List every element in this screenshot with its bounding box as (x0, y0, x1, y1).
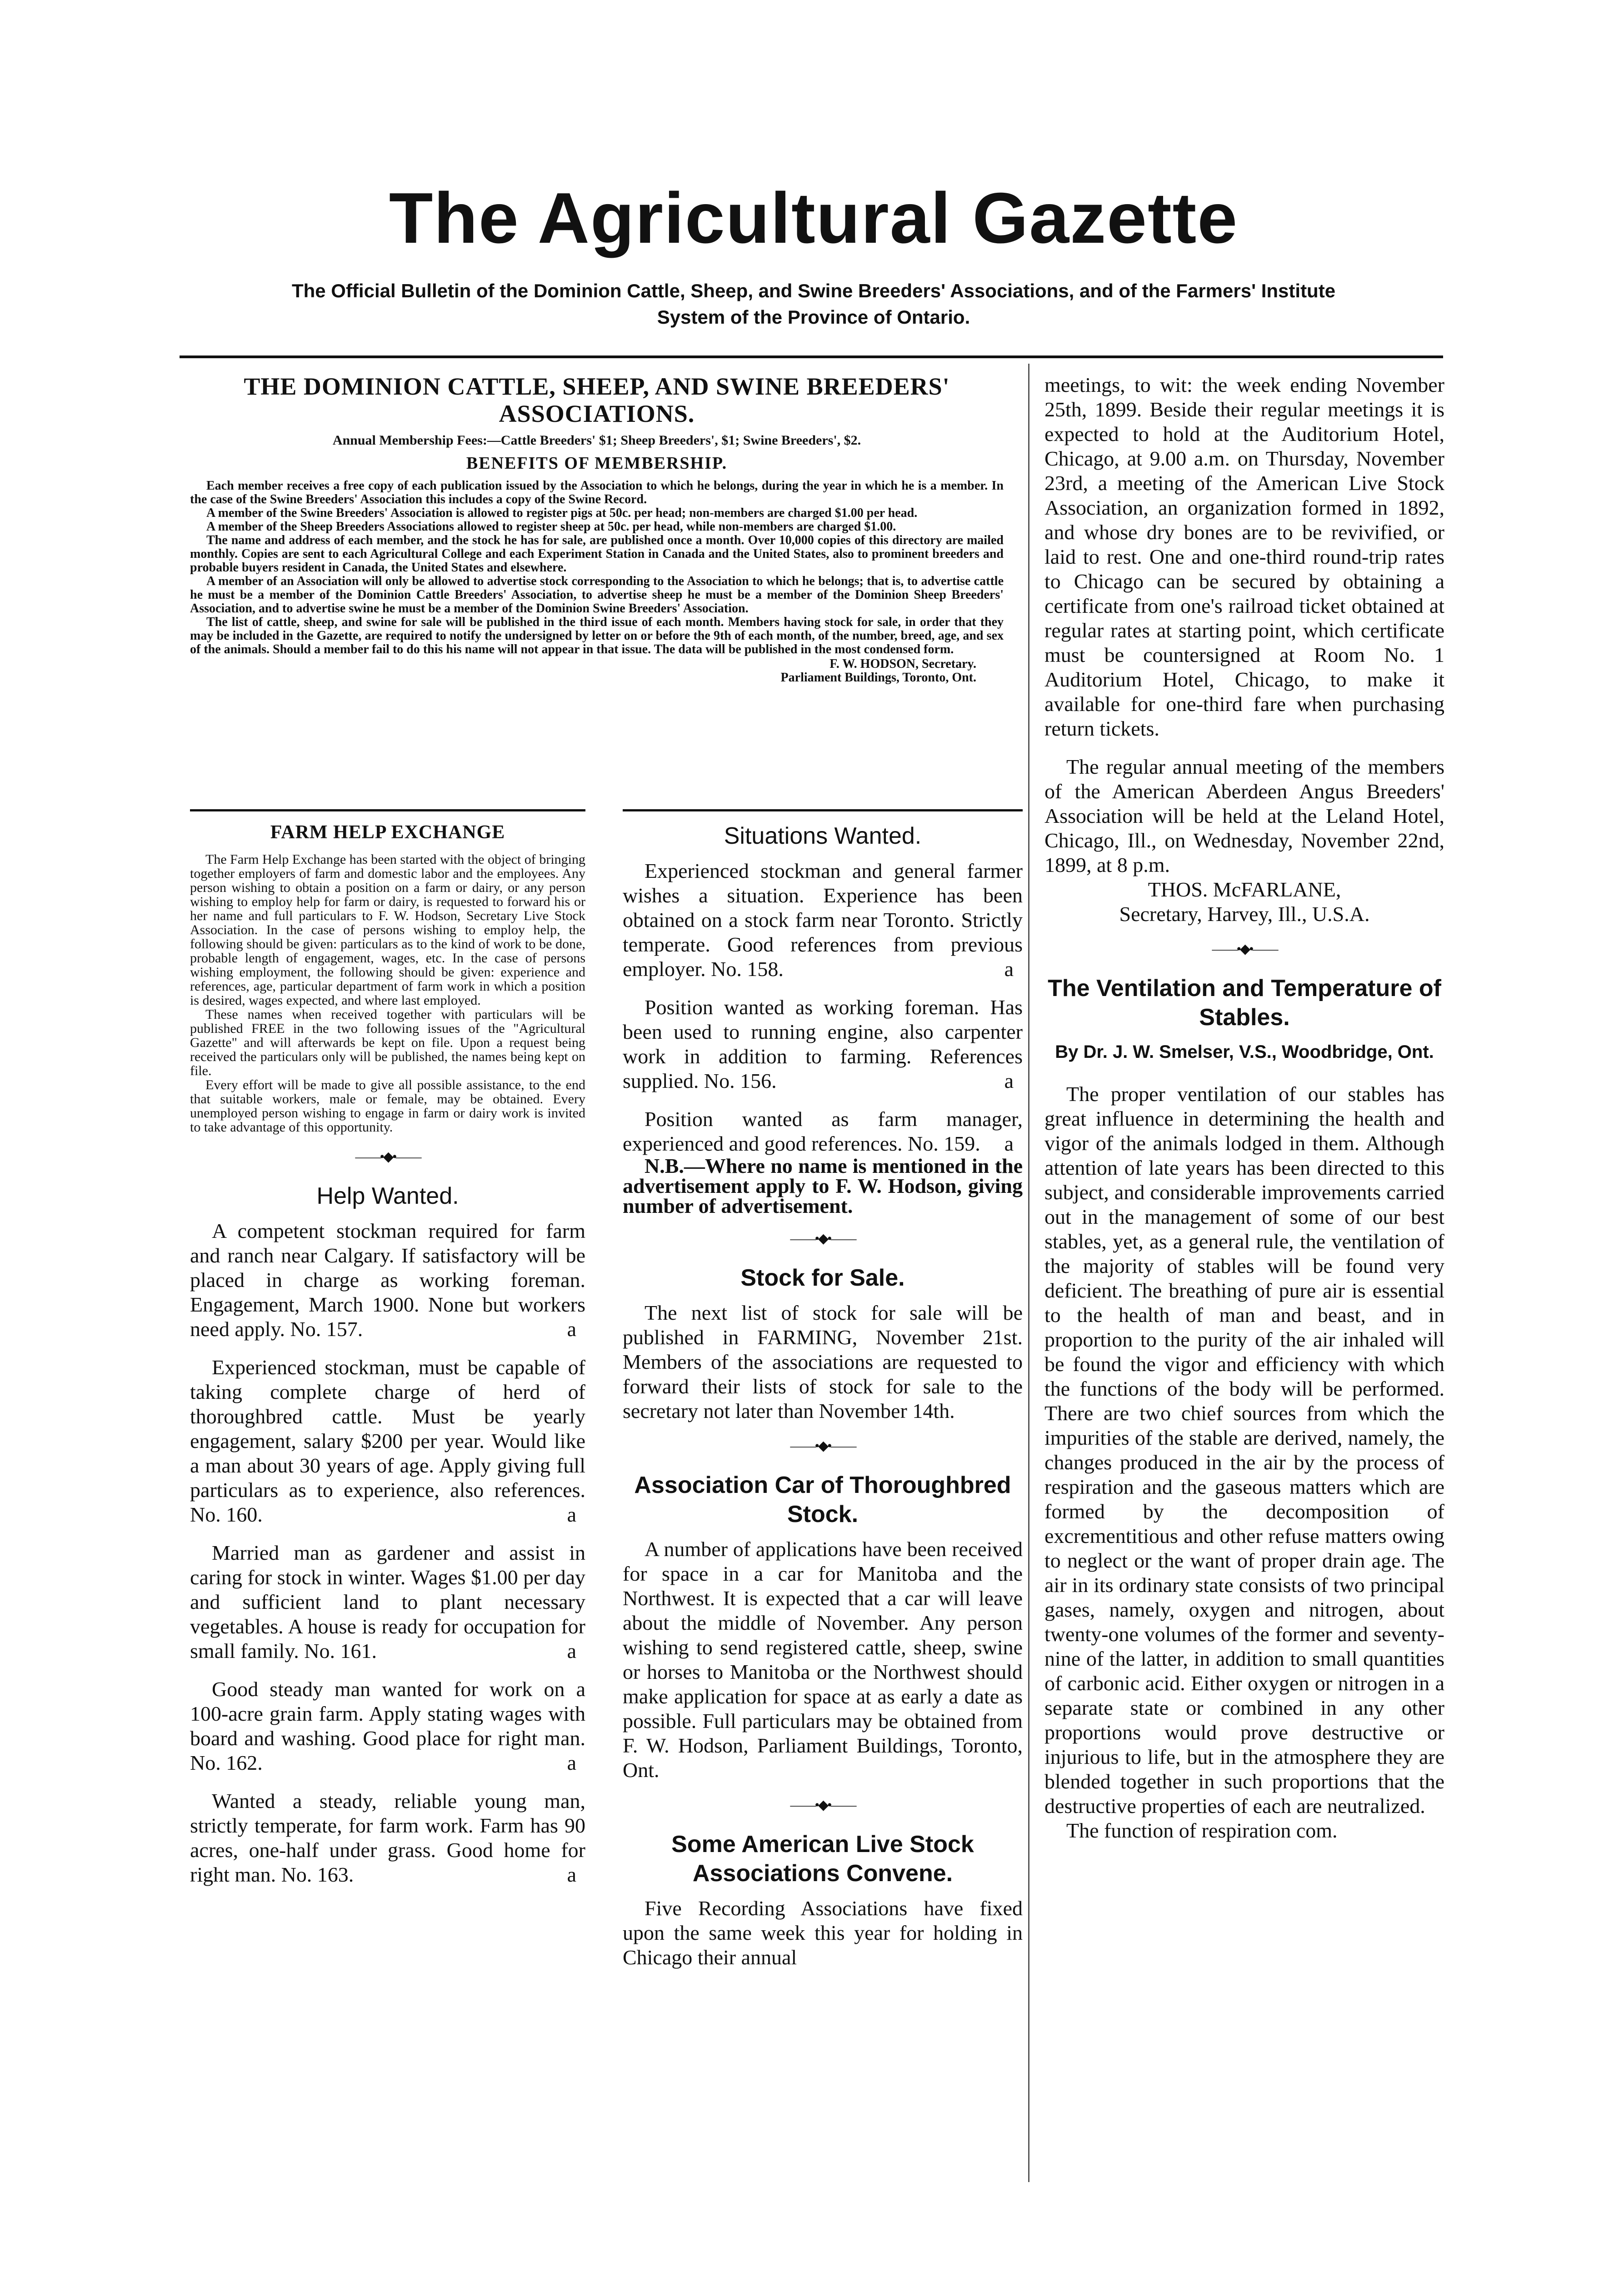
ad-mark: a (567, 1503, 576, 1526)
assoc-car-section (623, 1471, 1023, 1782)
section-rule (190, 809, 585, 811)
ad-mark: a (567, 1639, 576, 1662)
ad-text: Position wanted as working foreman. Has been used to running engine, also carpenter work in addition to farming. References supplied. No. 156. (623, 996, 1023, 1092)
membership-paragraph: The name and address of each member, and the stock he has for sale, are published once a month. Over 10,000 copies of this directory are mailed monthly. Copies are sent to each Agricultural College and each Experiment Station in Canada and the United States, also to prominent breeders and probable buyers resident in Canada, the United States and elsewhere. (190, 533, 1004, 575)
aberdeen-notice: The regular annual meeting of the members of the American Aberdeen Angus Breeders' Association will be held at the Leland Hotel, Chicago, Ill., on Wednesday, November 22nd, 1899, at 8 p.m. (1044, 755, 1444, 876)
farm-help-paragraph: These names when received together with particulars will be published FREE in the two following issues of the "Agricultural Gazette" and will afterwards be kept on file. Upon a request being received the particulars only will be published, the names being kept on file. (190, 1007, 585, 1078)
help-wanted-ad (190, 1789, 585, 1887)
convene-text: Five Recording Associations have fixed upon the same week this year for holding in Chicago their annual (623, 1897, 1023, 1969)
column-rule (1028, 364, 1029, 2182)
ventilation-text: The proper ventilation of our stables has great influence in determining the health and vigor of the animals lodged in them. Although attention of late years has been directed to this subject, and considerable improvements carried out in the management of some of our best stables, yet, as a general rule, the ventilation of the majority of stables will be found very deficient. The breathing of pure air is essential to the health of man and beast, and in proportion to the purity of the air inhaled will be found the vigor and efficiency with which the functions of the body will be performed. There are two chief sources from which the impurities of the stable are derived, namely, the changes produced in the air by the process of respiration and the gaseous matters which are formed by the decomposition of excrementitious and other refuse matters owing to neglect or the want of proper drain age. The air in its ordinary state consists of two principal gases, namely, oxygen and nitrogen, about twenty-one volumes of the former and seventy-nine of the latter, in addition to small quantities of carbonic acid. Either oxygen or nitrogen in a separate state or combined in any other proportions would prove destructive or injurious to life, but in the atmosphere they are blended together in such proportions that the destructive properties of each are neutralized. (1044, 1082, 1444, 1817)
top-rule (180, 355, 1443, 358)
farm-help-heading: FARM HELP EXCHANGE (270, 822, 505, 843)
membership-fees: Annual Membership Fees:—Cattle Breeders' $1; Sheep Breeders', $1; Swine Breeders', $2. (332, 433, 861, 448)
situations-note: N.B.—Where no name is mentioned in the advertisement apply to F. W. Hodson, giving number of advertisement. (623, 1154, 1023, 1217)
help-wanted-ad (190, 1219, 585, 1342)
stock-sale-text: The next list of stock for sale will be published in FARMING, November 21st. Members of the associations are requested to forward their lists of stock for sale to the secretary not later than November 14th. (623, 1301, 1023, 1422)
farm-help-paragraph: Every effort will be made to give all possible assistance, to the end that suitable workers, male or female, may be obtained. Every unemployed person wishing to engage in farm or dairy work is invited to take advantage of this opportunity. (190, 1077, 585, 1135)
help-wanted-ad (190, 1355, 585, 1527)
ad-mark: a (567, 1317, 576, 1341)
ad-text: Experienced stockman and general farmer wishes a situation. Experience has been obtained on a stock farm near Toronto. Strictly temperate. Good references from previous employer. No. 158. (623, 859, 1023, 981)
left-column (190, 809, 585, 1901)
section-rule (623, 809, 1023, 811)
membership-paragraph: A member of an Association will only be allowed to advertise stock corresponding to the Association to which he belongs; that is, to advertise cattle he must be a member of the Dominion Cattle Breeders' Association, to advertise sheep he must be a member of the Dominion Sheep Breeders' Association, and to advertise swine he must be a member of the Dominion Swine Breeders' Association. (190, 574, 1004, 616)
membership-paragraph: Each member receives a free copy of each publication issued by the Association to which he belongs, during the year in which he is a member. In the case of the Swine Breeders' Association this includes a copy of the Swine Record. (190, 479, 1004, 506)
page-subtitle: The Official Bulletin of the Dominion Cattle, Sheep, and Swine Breeders' Associations, and of the Farmers' Institute System of the Province of Ontario. (291, 280, 1336, 328)
farm-help-paragraph: The Farm Help Exchange has been started with the object of bringing together employers of farm and domestic labor and the employees. Any person wishing to obtain a position on a farm or dairy, or any person wishing to employ help for farm or dairy, is requested to forward his or her name and full particulars to F. W. Hodson, Secretary Live Stock Association. In the case of persons wishing to employ help, the following should be given: particulars as to the kind of work to be done, probable length of engagement, wages, etc. In the case of persons wishing employment, the following should be given: experience and references, age, particular department of farm work in which a position is desired, wages expected, and where last employed. (190, 852, 585, 1008)
ad-mark: a (567, 1751, 576, 1774)
ornament-divider: ——•◆•—— (1212, 941, 1277, 956)
situation-ad (623, 1107, 1023, 1156)
ad-mark: a (1004, 1132, 1014, 1155)
farm-help-section (190, 821, 585, 1134)
ad-mark: a (1004, 957, 1014, 981)
ad-mark: a (567, 1863, 576, 1886)
signer-title: Secretary, Harvey, Ill., U.S.A. (1119, 902, 1370, 926)
assoc-car-text: A number of applications have been received for space in a car for Manitoba and the Northwest. It is expected that a car will leave about the middle of November. Any person wishing to send registered cattle, sheep, swine or horses to Manitoba or the Northwest should make application for space at as early a date as possible. Full particulars may be obtained from F. W. Hodson, Parliament Buildings, Toronto, Ont. (623, 1537, 1023, 1782)
situation-ad (623, 859, 1023, 981)
help-wanted-heading: Help Wanted. (316, 1183, 459, 1209)
ad-text: A competent stockman required for farm and ranch near Calgary. If satisfactory will be placed in charge as working foreman. Engagement, March 1900. None but workers need apply. No. 157. (190, 1219, 585, 1341)
help-wanted-ad (190, 1541, 585, 1663)
membership-section (190, 373, 1004, 685)
membership-paragraph: A member of the Sheep Breeders Associations allowed to register sheep at 50c. per head, while non-members are charged $1.00. (206, 520, 896, 534)
middle-column (623, 809, 1023, 1983)
situations-heading: Situations Wanted. (724, 823, 922, 849)
situations-section (623, 821, 1023, 1216)
ornament-divider: ——•◆•—— (790, 1438, 855, 1453)
ventilation-tail: The function of respiration com. (1066, 1819, 1338, 1842)
convene-heading: Some American Live Stock Associations Convene. (671, 1831, 974, 1887)
ad-mark: a (1004, 1069, 1014, 1092)
membership-paragraph: A member of the Swine Breeders' Association is allowed to register pigs at 50c. per head; non-members are charged $1.00 per head. (206, 506, 918, 520)
ventilation-section (1044, 974, 1444, 1843)
ad-text: Good steady man wanted for work on a 100-acre grain farm. Apply stating wages with board and washing. Good place for right man. No. 162. (190, 1677, 585, 1774)
ventilation-heading: The Ventilation and Temperature of Stables. (1048, 975, 1441, 1031)
signer-name: THOS. McFARLANE, (1148, 878, 1341, 901)
stock-sale-heading: Stock for Sale. (740, 1265, 905, 1291)
membership-block (190, 373, 1004, 685)
ad-text: Position wanted as farm manager, experienced and good references. No. 159. (623, 1107, 1023, 1155)
stock-sale-section (623, 1263, 1023, 1423)
ad-text: Married man as gardener and assist in caring for stock in winter. Wages $1.00 per day and sufficient land to plant necessary vegetables. A house is ready for occupation for small family. No. 161. (190, 1541, 585, 1662)
membership-paragraph: The list of cattle, sheep, and swine for sale will be published in the third issue of each month. Members having stock for sale, in order that they may be included in the Gazette, are required to notify the undersigned by letter on or before the 9th of each month, of the number, breed, age, and sex of the animals. Should a member fail to do this his name will not appear in that issue. The data will be published in the most condensed form. (190, 615, 1004, 656)
right-column (1044, 373, 1444, 1857)
convene-section (623, 1830, 1023, 1970)
masthead (182, 177, 1445, 330)
membership-heading: THE DOMINION CATTLE, SHEEP, AND SWINE BREEDERS' ASSOCIATIONS. (244, 373, 950, 427)
convene-continuation: meetings, to wit: the week ending November 25th, 1899. Beside their regular meetings it is expected to hold at the Auditorium Hotel, Chicago, at 9.00 a.m. on Thursday, November 23rd, a meeting of the American Live Stock Association, an organization formed in 1892, and whose dry bones are to be revivified, or laid to rest. One and one-third round-trip rates to Chicago can be secured by obtaining a certificate from one's railroad ticket obtained at regular rates at starting point, which certificate must be countersigned at Room No. 1 Auditorium Hotel, Chicago, to make it available for one-third fare when purchasing return tickets. (1044, 373, 1444, 740)
ornament-divider: ——•◆•—— (790, 1231, 855, 1246)
ad-text: Experienced stockman, must be capable of taking complete charge of herd of thoroughbred cattle. Must be yearly engagement, salary $200 per year. Would like a man about 30 years of age. Apply giving full particulars as to experience, also references. No. 160. (190, 1356, 585, 1526)
benefits-title: BENEFITS OF MEMBERSHIP. (466, 454, 728, 473)
membership-signature: F. W. HODSON, Secretary. (829, 657, 976, 671)
ventilation-byline: By Dr. J. W. Smelser, V.S., Woodbridge, Ont. (1055, 1042, 1434, 1062)
ornament-divider: ——•◆•—— (355, 1149, 420, 1164)
ornament-divider: ——•◆•—— (790, 1797, 855, 1812)
help-wanted-ad (190, 1677, 585, 1775)
membership-signature-address: Parliament Buildings, Toronto, Ont. (780, 671, 976, 685)
page-title: The Agricultural Gazette (389, 178, 1239, 258)
assoc-car-heading: Association Car of Thoroughbred Stock. (634, 1472, 1011, 1527)
situation-ad (623, 995, 1023, 1093)
help-wanted-section (190, 1182, 585, 1887)
ad-text: Wanted a steady, reliable young man, strictly temperate, for farm work. Farm has 90 acres, one-half under grass. Good home for right man. No. 163. (190, 1789, 585, 1886)
